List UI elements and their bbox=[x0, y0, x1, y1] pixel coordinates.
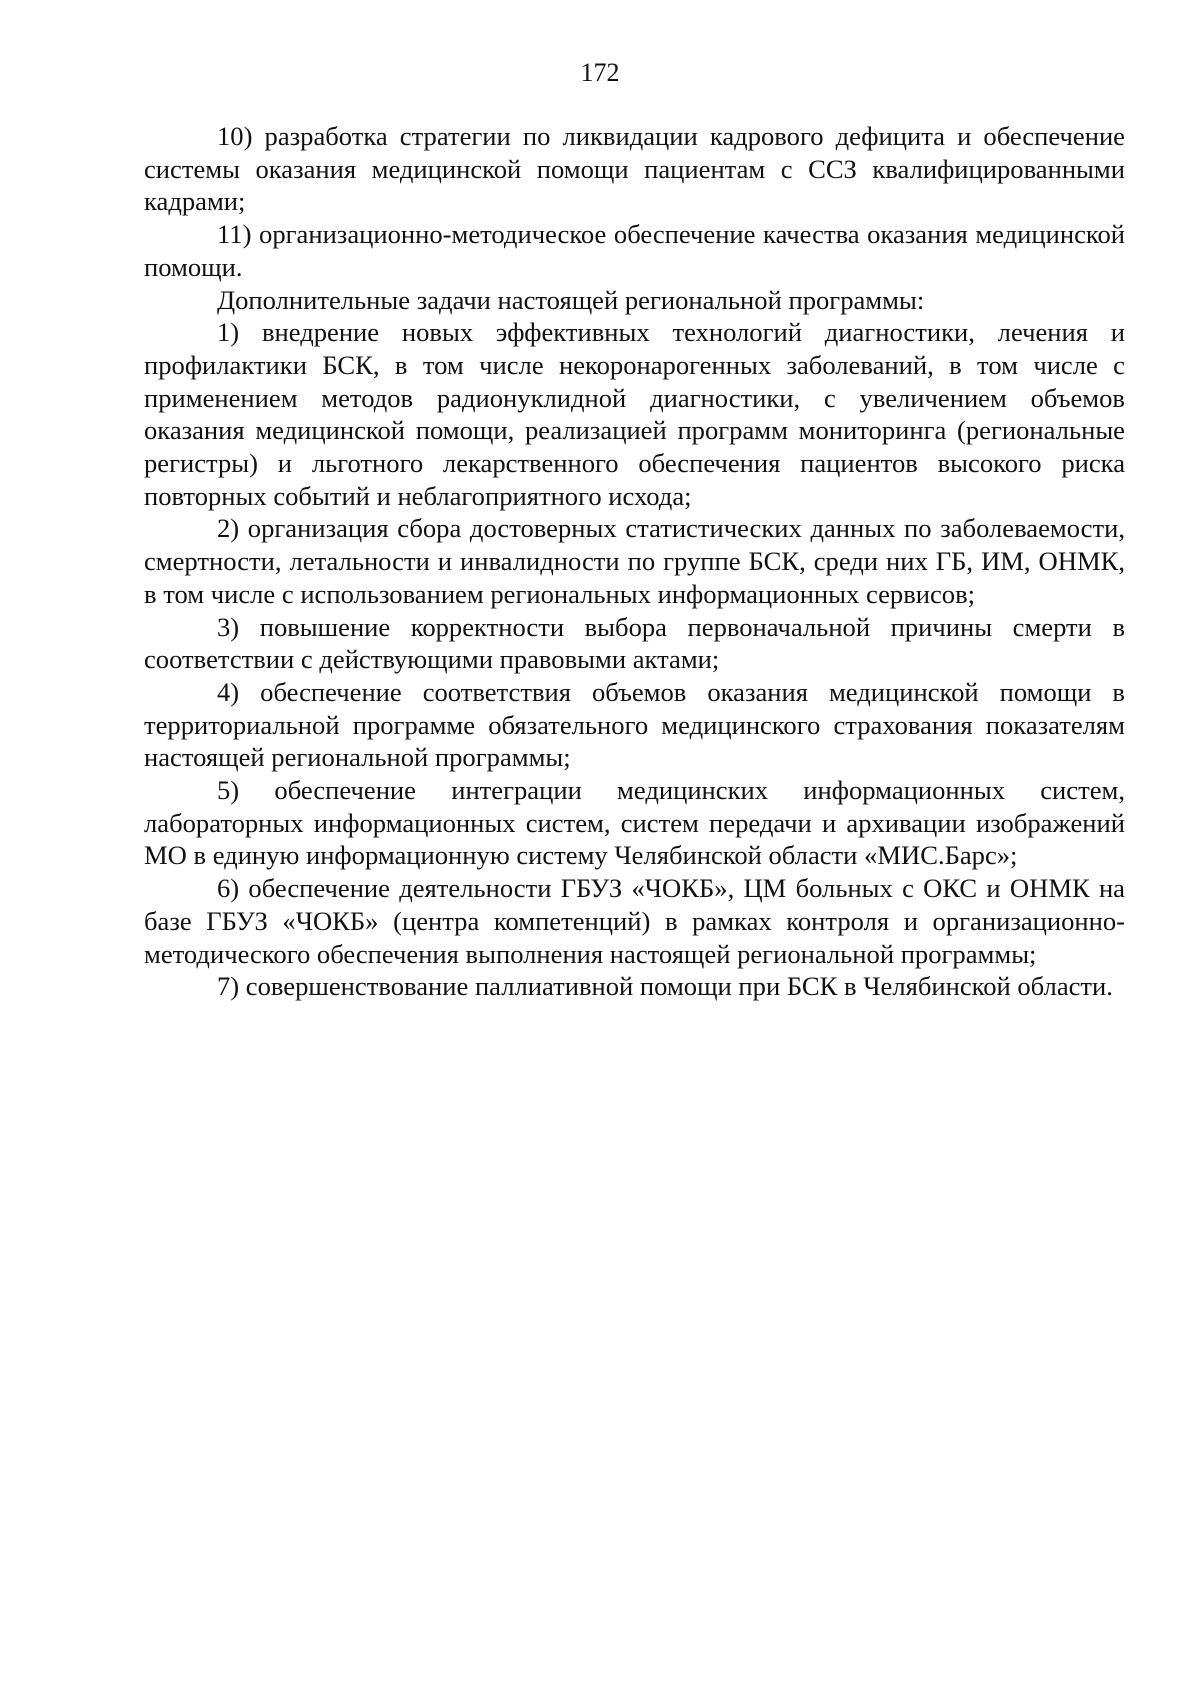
paragraph-task-4: 4) обеспечение соответствия объемов оказания медицинской помощи в территориальной программе обязательного медицинского страхования показателям настоящей региональной программы; bbox=[144, 676, 1125, 773]
paragraph-item-10: 10) разработка стратегии по ликвидации кадрового дефицита и обеспечение системы оказания медицинской помощи пациентам с ССЗ квалифицированными кадрами; bbox=[144, 121, 1125, 217]
paragraph-task-6: 6) обеспечение деятельности ГБУЗ «ЧОКБ», ЦМ больных с ОКС и ОНМК на базе ГБУЗ «ЧОКБ» (центра компетенций) в рамках контроля и организационно-методического обеспечения выполнения настоящей региональной программы; bbox=[144, 873, 1125, 969]
paragraph-task-2: 2) организация сбора достоверных статистических данных по заболеваемости, смертности, летальности и инвалидности по группе БСК, среди них ГБ, ИМ, ОНМК, в том числе с использованием региональных информационных сервисов; bbox=[144, 513, 1125, 609]
paragraph-task-5: 5) обеспечение интеграции медицинских информационных систем, лабораторных информационных систем, систем передачи и архивации изображений МО в единую информационную систему Челябинской области «МИС.Барс»; bbox=[144, 775, 1125, 871]
paragraph-item-11: 11) организационно-методическое обеспечение качества оказания медицинской помощи. bbox=[144, 219, 1125, 282]
page-number: 172 bbox=[580, 58, 620, 87]
paragraph-task-1: 1) внедрение новых эффективных технологий диагностики, лечения и профилактики БСК, в том числе некоронарогенных заболеваний, в том числе с применением методов радионуклидной диагностики, с увеличением объемов оказания медицинской помощи, реализацией программ мониторинга (региональные регистры) и льготного лекарственного обеспечения пациентов высокого риска повторных событий и неблагоприятного исхода; bbox=[144, 317, 1125, 511]
paragraph-task-7: 7) совершенствование паллиативной помощи при БСК в Челябинской области. bbox=[217, 971, 1113, 1002]
paragraph-additional-tasks-heading: Дополнительные задачи настоящей региональной программы: bbox=[217, 284, 925, 315]
paragraph-task-3: 3) повышение корректности выбора первоначальной причины смерти в соответствии с действующими правовыми актами; bbox=[144, 611, 1125, 675]
document-body bbox=[144, 120, 1125, 1003]
